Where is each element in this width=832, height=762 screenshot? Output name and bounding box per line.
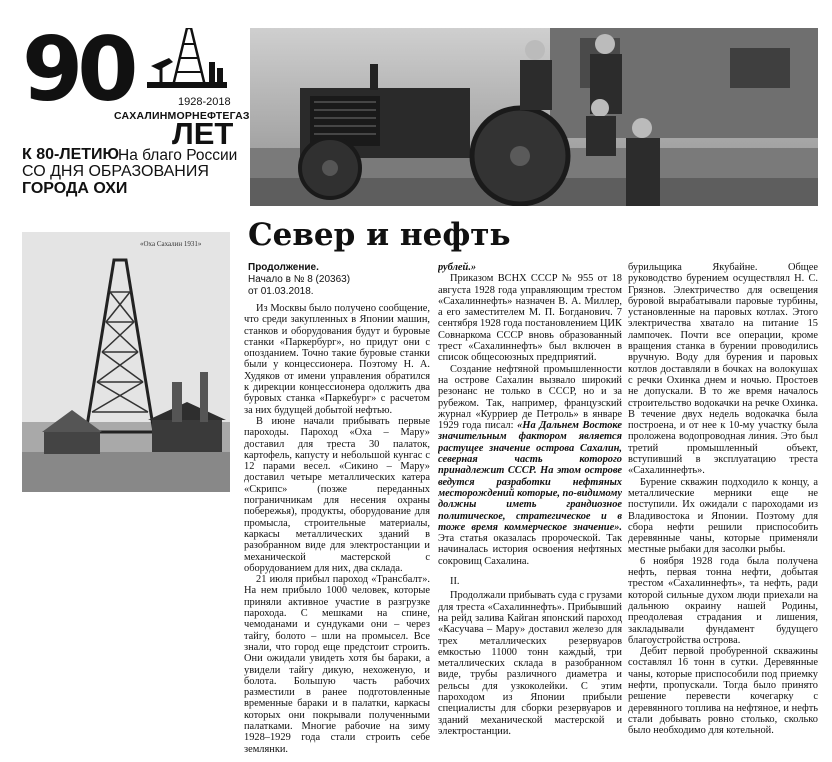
col3-paragraph-2: 6 ноября 1928 года была получена нефть, первая тонна нефти, добытая трестом «Сахалиннефть», та нефть, ради которой сильные духом люди приехали на дальнюю окраину нашей Родины, преодолевая страдания и лишения, закладывали фундамент будущего благоустройства острова.	[628, 555, 818, 646]
article-column-3	[628, 262, 818, 762]
article-column-2	[438, 262, 622, 762]
continuation-issue: Начало в № 8 (20363)	[248, 274, 351, 285]
logo-years-word: ЛЕТ	[172, 116, 234, 151]
oil-derrick-icon	[147, 28, 227, 88]
col2-journal-quote: «На Дальнем Востоке значительным фактором является растущее значение острова Сахалин, северная часть которого принадлежит СССР. На этом острове ведутся разработки нефтяных месторождений которые, по-видимому должны иметь грандиозное политическое, стратегическое и в тоже время коммерческое значение».	[438, 420, 622, 533]
logo-company: САХАЛИНМОРНЕФТЕГАЗ	[114, 110, 250, 122]
col2-paragraph-2-tail: Эта статья оказалась пророческой. Так начиналась история освоения нефтяных сокровищ Сахалина.	[438, 533, 622, 567]
logo-slogan: На благо России	[118, 147, 238, 164]
col1-paragraph-2: В июне начали прибывать первые пароходы. Пароход «Оха – Мару» доставил для треста 30 палаток, картофель, капусту и небольшой кунгас с 12 парами весел. «Сикино – Мару» доставил четыре металлических катера «Скрипс» (позже переданных пограничникам для несения охраны побережья), продукты, оборудование для промысла, строительные материалы, каркасы металлических зданий в разобранном виде для электростанции и механической мастерской с оборудованием для них, два склада.	[244, 415, 430, 574]
photo-tractor-workers	[250, 28, 818, 206]
col3-paragraph-1: Бурение скважин подходило к концу, а металлические мерники еще не поступили. Их ожидали с пароходами из Владивостока и Японии. Поэтому для сбора нефти решили приспособить деревянные чаны, которые применяли местные рыбаки для засолки рыбы.	[628, 476, 818, 556]
tractor-photo-image	[250, 28, 818, 206]
kicker-line-3: ГОРОДА ОХИ	[22, 180, 128, 197]
col2-paragraph-1: Приказом ВСНХ СССР № 955 от 18 августа 1928 года управляющим трестом «Сахалиннефть» назначен В. А. Миллер, а его заместителем М. П. Богданович. 7 сентября 1928 года постановлением ЦИК Совнаркома СССР вновь образованный трест «Сахалиннефть» был включен в список общесоюзных предприятий.	[438, 273, 622, 364]
continuation-note	[248, 262, 434, 298]
col1-paragraph-3: 21 июля прибыл пароход «Трансбалт». На нем прибыло 1000 человек, которые приняли активное участие в разгрузке парохода. С мешками на спине, чемоданами и сундуками они – через тайгу, болото – шли на промысел. Все знали, что город еще предстоит строить. Они ожидали увидеть хотя бы бараки, а увидели тайгу дикую, нехоженую, и болота. Большую часть рабочих разместили в ранее подготовленные временные бараки и в палатки, каркасы которых они покрывали полученными палатками. Многие рабочие на зиму 1928–1929 года стали строить себе землянки.	[244, 574, 430, 755]
col2-paragraph-2	[438, 364, 622, 567]
continuation-date: от 01.03.2018.	[248, 286, 314, 297]
col1-paragraph-1: Из Москвы было получено сообщение, что среди закупленных в Японии машин, станков и оборудования будут и буровые станки «Паркербург», но придут они с опозданием. Точно такие буровые станки были у концессионера. Поэтому Н. А. Худяков от имени управления обратился к дирекции концессионера одолжить два буровых станка «Паркебург» с расчетом за них будущей добытой нефтью.	[244, 303, 430, 416]
kicker-line-1: К 80-ЛЕТИЮ	[22, 146, 120, 163]
kicker-line-2: СО ДНЯ ОБРАЗОВАНИЯ	[22, 163, 209, 180]
col2-paragraph-2-lead: Создание нефтяной промышленности на острове Сахалин вызвало широкий резонанс не только в СССР, но и за рубежом. Так, например, французский журнал «Курриер де Петроль» в январе 1929 года писал:	[438, 363, 622, 432]
article-column-1	[244, 303, 430, 762]
anniversary-kicker	[22, 146, 242, 197]
logo-number: 90	[22, 18, 133, 121]
col3-paragraph-3: Дебит первой пробуренной скважины составлял 16 тонн в сутки. Деревянные чаны, которые приспособили под приемку нефти, пропускали. Тогда было принято решение перевести кочегарку с деревянного топлива на нефтяное, и нефть стали добывать ровно столько, сколько было необходимо для котельной.	[628, 646, 818, 737]
continuation-label: Продолжение.	[248, 262, 319, 273]
logo-years: 1928-2018	[178, 96, 231, 108]
col2-paragraph-3: Продолжали прибывать суда с грузами для треста «Сахалиннефть». Прибывший на рейд залива Кайган японский пароход «Касучава – Мару» доставил железо для трех металлических резервуаров емкостью 11000 тонн каждый, три металлических склада в разобранном виде, трубы различного диаметра и рельсы для узкоколейки. С этим пароходом из Японии прибыли специалисты для сборки резервуаров и зданий механической мастерской и электростанции.	[438, 590, 622, 737]
article-headline: Север и нефть	[248, 217, 511, 253]
derrick-photo-image	[22, 232, 230, 492]
photo-caption: «Оха Сахалин 1931»	[140, 240, 202, 248]
col2-quote-end: рублей.»	[438, 262, 477, 273]
photo-oil-derrick	[22, 232, 230, 492]
section-number: II.	[450, 576, 460, 588]
col3-paragraph-0: бурильщика Якубайне. Общее руководство бурением осуществлял Н. С. Грязнов. Электричество для освещения буровой вырабатывали паровые турбины, установленные на паровых котлах. Этого электричества хватало на питание 15 лампочек. Почти все операции, кроме вращения станка в бурении проводились вручную. Воду для бурения и паровых котлов доставляли в бочках на волокушах с речки Охинка днем и ночью. Простоев не допускали. В то же время началось строительство водокачки на речке Охинка. В течение двух недель водокачка была построена, и от нее к 10-му участку была проложена водопроводная линия. Это был третий промышленный объект, вступивший в эксплуатацию треста «Сахалиннефть».	[628, 262, 818, 477]
